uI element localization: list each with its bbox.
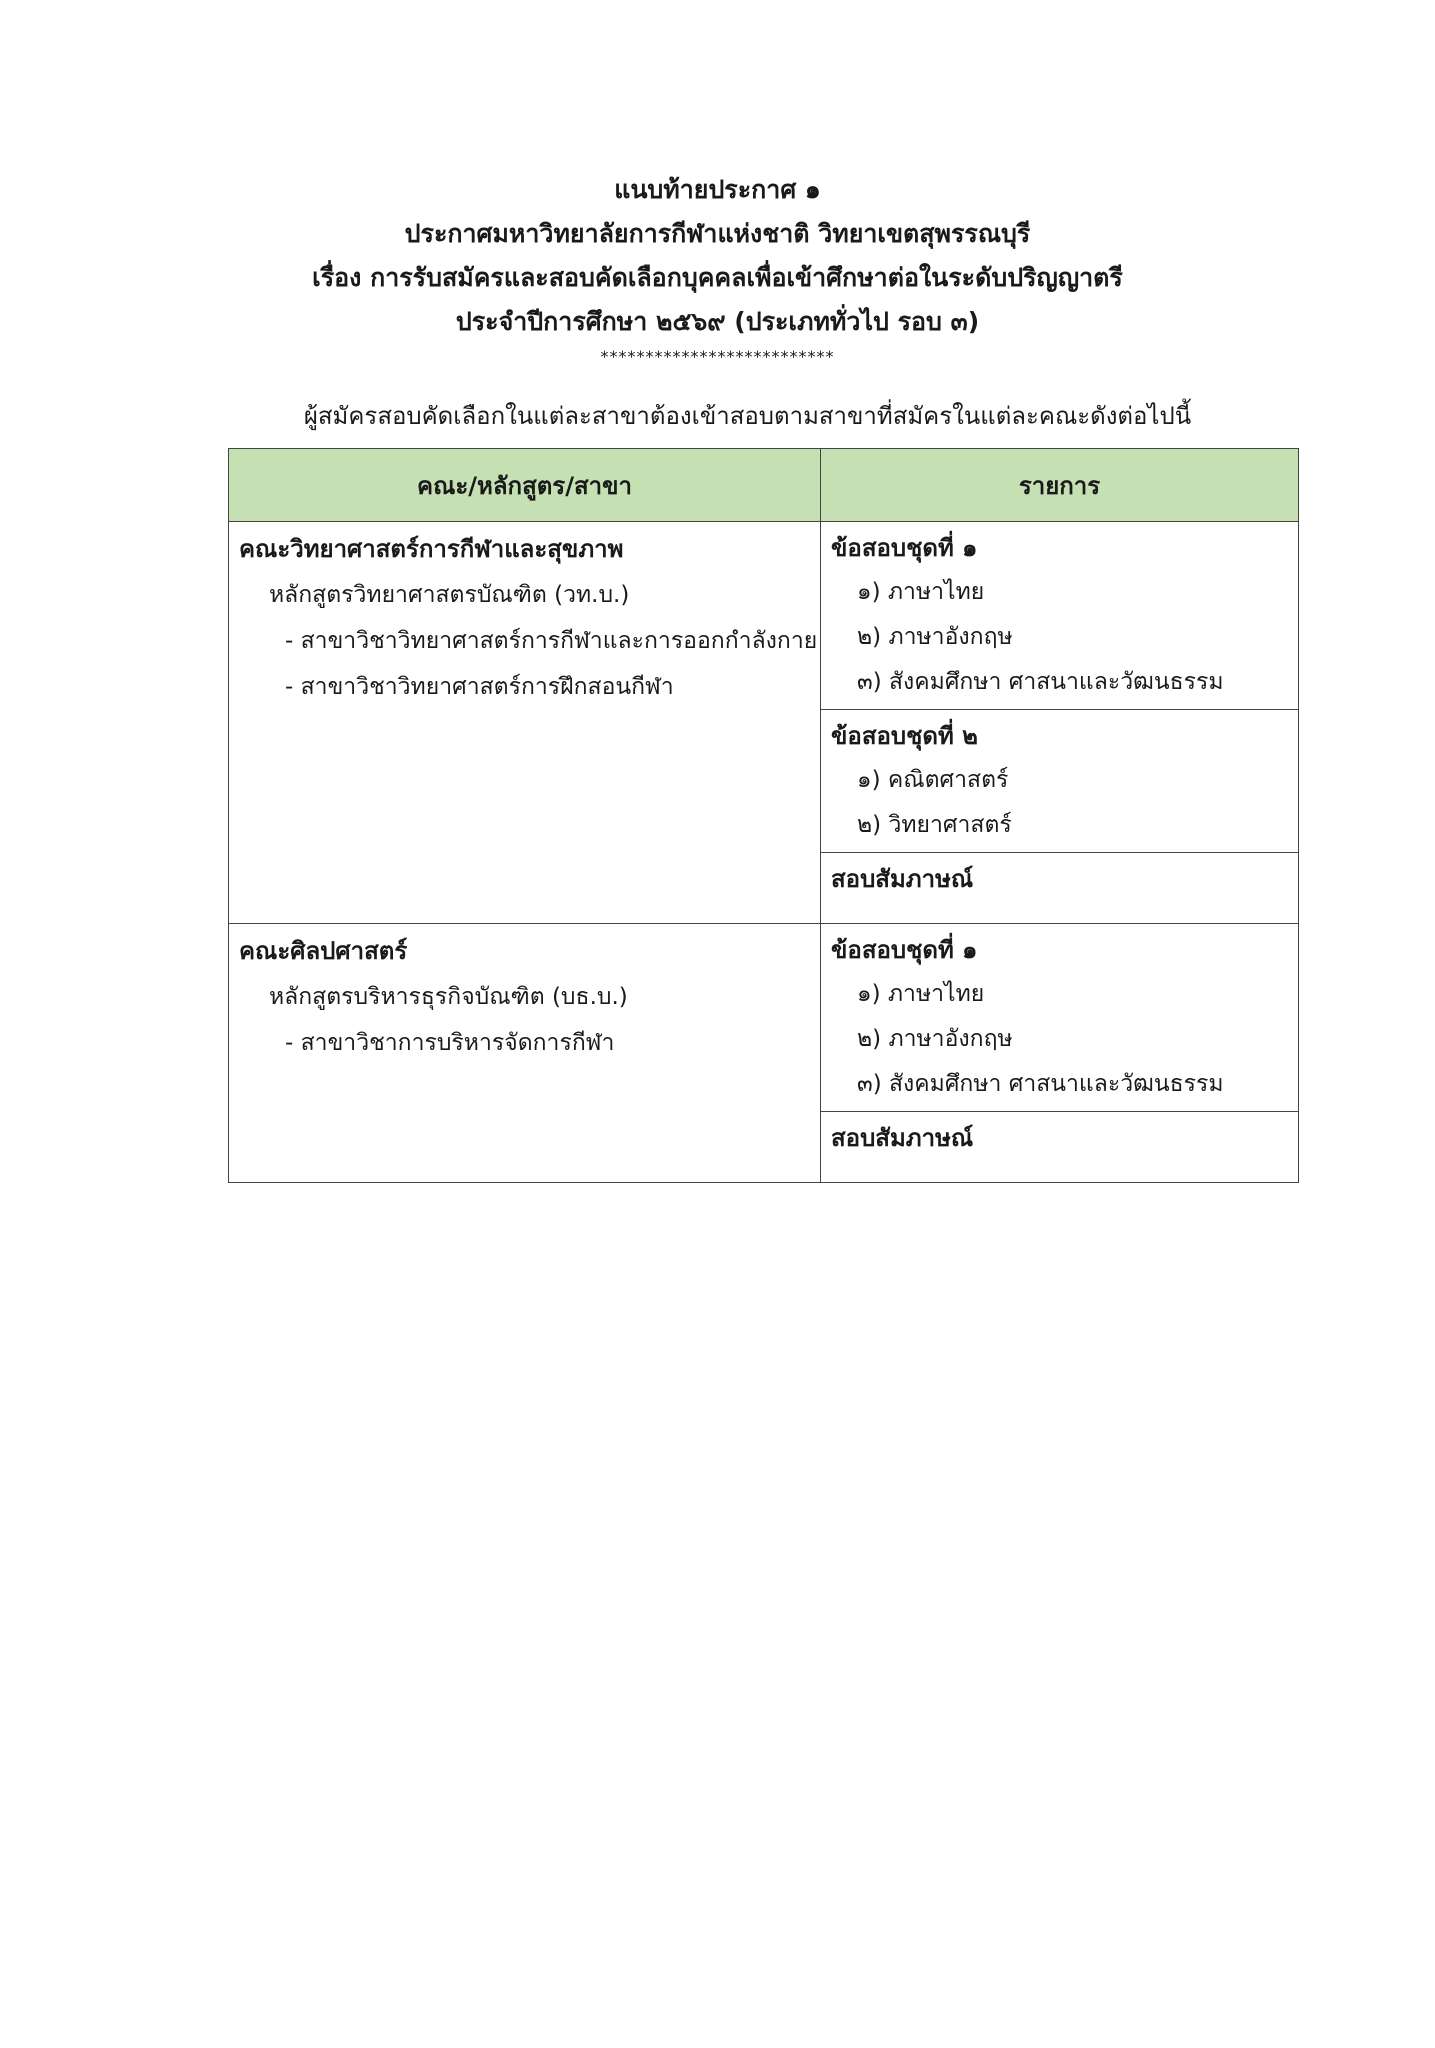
column-header-items: รายการ <box>821 449 1299 522</box>
interview-label: สอบสัมภาษณ์ <box>831 1124 974 1152</box>
announcement-title: ประกาศมหาวิทยาลัยการกีฬาแห่งชาติ วิทยาเขตสุพรรณบุรี <box>404 219 1031 248</box>
major-item: - สาขาวิชาวิทยาศาสตร์การกีฬาและการออกกำลังกาย <box>285 628 818 654</box>
exam-set-cell <box>821 924 1299 1112</box>
subject-item: ๒) ภาษาอังกฤษ <box>857 624 1013 650</box>
exam-set-cell <box>821 710 1299 853</box>
attachment-title: แนบท้ายประกาศ ๑ <box>614 175 821 204</box>
interview-label: สอบสัมภาษณ์ <box>831 865 974 893</box>
major-item: - สาขาวิชาการบริหารจัดการกีฬา <box>285 1030 615 1056</box>
academic-year: ประจำปีการศึกษา ๒๕๖๙ (ประเภททั่วไป รอบ ๓) <box>455 307 980 336</box>
interview-cell <box>821 853 1299 924</box>
document-header <box>0 168 1435 368</box>
announcement-subject: เรื่อง การรับสมัครและสอบคัดเลือกบุคคลเพื่อเข้าศึกษาต่อในระดับปริญญาตรี <box>312 263 1123 292</box>
program-name: หลักสูตรวิทยาศาสตรบัณฑิต (วท.บ.) <box>269 582 630 608</box>
exam-set-title: ข้อสอบชุดที่ ๒ <box>831 722 978 750</box>
subject-item: ๓) สังคมศึกษา ศาสนาและวัฒนธรรม <box>857 669 1224 695</box>
column-header-faculty: คณะ/หลักสูตร/สาขา <box>229 449 821 522</box>
program-name: หลักสูตรบริหารธุรกิจบัณฑิต (บธ.บ.) <box>269 984 628 1010</box>
subject-item: ๑) ภาษาไทย <box>857 579 985 605</box>
faculty-cell <box>229 924 821 1183</box>
subject-item: ๑) คณิตศาสตร์ <box>857 767 1009 793</box>
table-row <box>229 522 1299 710</box>
major-item: - สาขาวิชาวิทยาศาสตร์การฝึกสอนกีฬา <box>285 674 674 700</box>
table-row <box>229 924 1299 1112</box>
table-header-row <box>229 449 1299 522</box>
subject-item: ๒) วิทยาศาสตร์ <box>857 812 1012 838</box>
interview-cell <box>821 1112 1299 1183</box>
subject-item: ๑) ภาษาไทย <box>857 981 985 1007</box>
separator-stars: ************************** <box>600 347 835 366</box>
exam-set-title: ข้อสอบชุดที่ ๑ <box>831 534 978 562</box>
exam-set-title: ข้อสอบชุดที่ ๑ <box>831 936 978 964</box>
intro-text: ผู้สมัครสอบคัดเลือกในแต่ละสาขาต้องเข้าสอบตามสาขาที่สมัครในแต่ละคณะดังต่อไปนี้ <box>303 402 1192 430</box>
exam-table <box>228 448 1299 1183</box>
faculty-name: คณะวิทยาศาสตร์การกีฬาและสุขภาพ <box>239 535 624 563</box>
exam-set-cell <box>821 522 1299 710</box>
subject-item: ๓) สังคมศึกษา ศาสนาและวัฒนธรรม <box>857 1071 1224 1097</box>
faculty-cell <box>229 522 821 924</box>
faculty-name: คณะศิลปศาสตร์ <box>239 937 408 965</box>
subject-item: ๒) ภาษาอังกฤษ <box>857 1026 1013 1052</box>
